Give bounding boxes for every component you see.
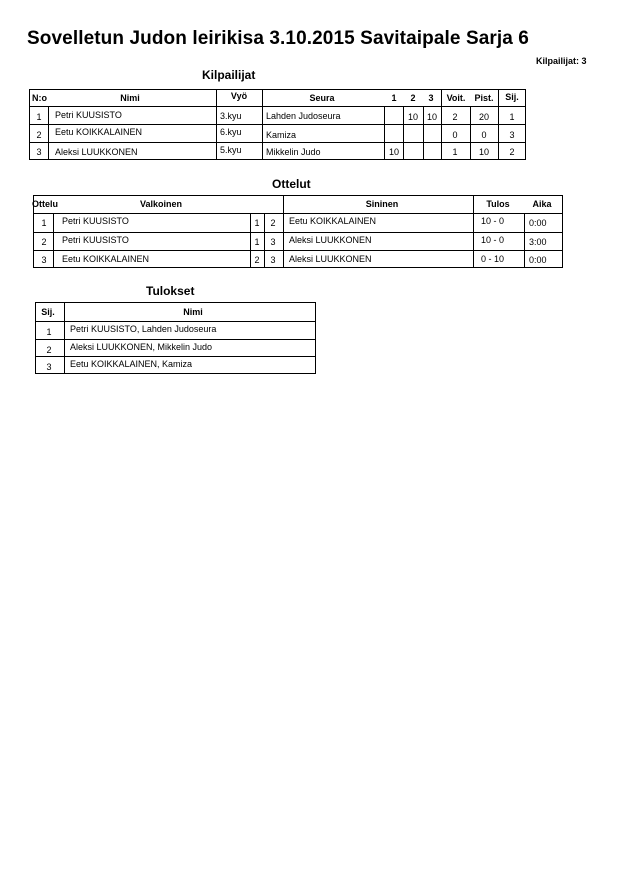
table-row-result: 10 - 0 xyxy=(481,216,505,226)
matches-table xyxy=(33,195,563,268)
table-row-blue: Aleksi LUUKKONEN xyxy=(289,235,372,245)
table-row-white: Eetu KOIKKALAINEN xyxy=(62,254,150,264)
col-header-name: Nimi xyxy=(183,307,203,317)
table-row-time: 3:00 xyxy=(529,237,547,247)
table-row-blue-no: 2 xyxy=(270,218,276,228)
col-header-belt: Vyö xyxy=(230,91,248,101)
table-row-blue-no: 3 xyxy=(270,237,276,247)
competitors-heading: Kilpailijat xyxy=(202,68,256,82)
table-row-m2: 10 xyxy=(407,112,419,122)
table-row-name: Petri KUUSISTO xyxy=(55,110,122,120)
col-header-points: Pist. xyxy=(474,93,494,103)
col-header-wins: Voit. xyxy=(446,93,466,103)
table-row-club: Lahden Judoseura xyxy=(266,111,341,121)
table-row-place: 2 xyxy=(509,147,515,157)
results-heading: Tulokset xyxy=(146,284,195,298)
col-header-no: N:o xyxy=(32,93,47,103)
table-row-belt: 6.kyu xyxy=(220,127,242,137)
table-row-no: 1 xyxy=(41,218,47,228)
table-row-club: Mikkelin Judo xyxy=(266,147,321,157)
table-row-wins: 0 xyxy=(452,130,458,140)
competitor-count: Kilpailijat: 3 xyxy=(536,56,587,66)
table-row-place: 1 xyxy=(509,112,515,122)
table-row-place: 2 xyxy=(46,345,52,355)
table-row-time: 0:00 xyxy=(529,218,547,228)
table-row-no: 2 xyxy=(36,130,42,140)
table-row-m1: 10 xyxy=(388,147,400,157)
table-row-place: 3 xyxy=(509,130,515,140)
col-header-m1: 1 xyxy=(391,93,397,103)
table-row-blue: Aleksi LUUKKONEN xyxy=(289,254,372,264)
col-header-white: Valkoinen xyxy=(139,199,183,209)
col-header-name: Nimi xyxy=(120,93,140,103)
col-header-m3: 3 xyxy=(428,93,434,103)
table-row-blue: Eetu KOIKKALAINEN xyxy=(289,216,377,226)
table-row-white-no: 1 xyxy=(254,218,260,228)
table-row-name: Eetu KOIKKALAINEN xyxy=(55,127,143,137)
table-row-name: Aleksi LUUKKONEN xyxy=(55,147,138,157)
matches-heading: Ottelut xyxy=(272,177,311,191)
table-row-white: Petri KUUSISTO xyxy=(62,235,129,245)
table-row-white-no: 2 xyxy=(254,255,260,265)
table-row-time: 0:00 xyxy=(529,255,547,265)
table-row-name: Eetu KOIKKALAINEN, Kamiza xyxy=(70,359,193,369)
col-header-match: Ottelu xyxy=(32,199,58,209)
table-row-wins: 2 xyxy=(452,112,458,122)
table-row-points: 10 xyxy=(478,147,490,157)
competitors-table xyxy=(29,89,526,160)
table-row-white: Petri KUUSISTO xyxy=(62,216,129,226)
col-header-club: Seura xyxy=(309,93,335,103)
table-row-place: 1 xyxy=(46,327,52,337)
table-row-result: 10 - 0 xyxy=(481,235,505,245)
table-row-points: 0 xyxy=(481,130,487,140)
table-row-name: Petri KUUSISTO, Lahden Judoseura xyxy=(70,324,217,334)
table-row-no: 1 xyxy=(36,112,42,122)
table-row-no: 3 xyxy=(36,147,42,157)
col-header-blue: Sininen xyxy=(365,199,399,209)
table-row-points: 20 xyxy=(478,112,490,122)
table-row-wins: 1 xyxy=(452,147,458,157)
col-header-m2: 2 xyxy=(410,93,416,103)
table-row-belt: 3.kyu xyxy=(220,111,242,121)
col-header-place: Sij. xyxy=(505,92,519,102)
table-row-result: 0 - 10 xyxy=(481,254,505,264)
table-row-no: 2 xyxy=(41,237,47,247)
table-row-place: 3 xyxy=(46,362,52,372)
col-header-time: Aika xyxy=(532,199,552,209)
col-header-place: Sij. xyxy=(41,307,55,317)
table-row-club: Kamiza xyxy=(266,130,297,140)
col-header-result: Tulos xyxy=(486,199,510,209)
page-title: Sovelletun Judon leirikisa 3.10.2015 Savitaipale Sarja 6 xyxy=(27,28,529,49)
results-table xyxy=(35,302,316,374)
table-row-m3: 10 xyxy=(426,112,438,122)
table-row-no: 3 xyxy=(41,255,47,265)
table-row-blue-no: 3 xyxy=(270,255,276,265)
table-row-white-no: 1 xyxy=(254,237,260,247)
table-row-name: Aleksi LUUKKONEN, Mikkelin Judo xyxy=(70,342,213,352)
table-row-belt: 5.kyu xyxy=(220,145,242,155)
